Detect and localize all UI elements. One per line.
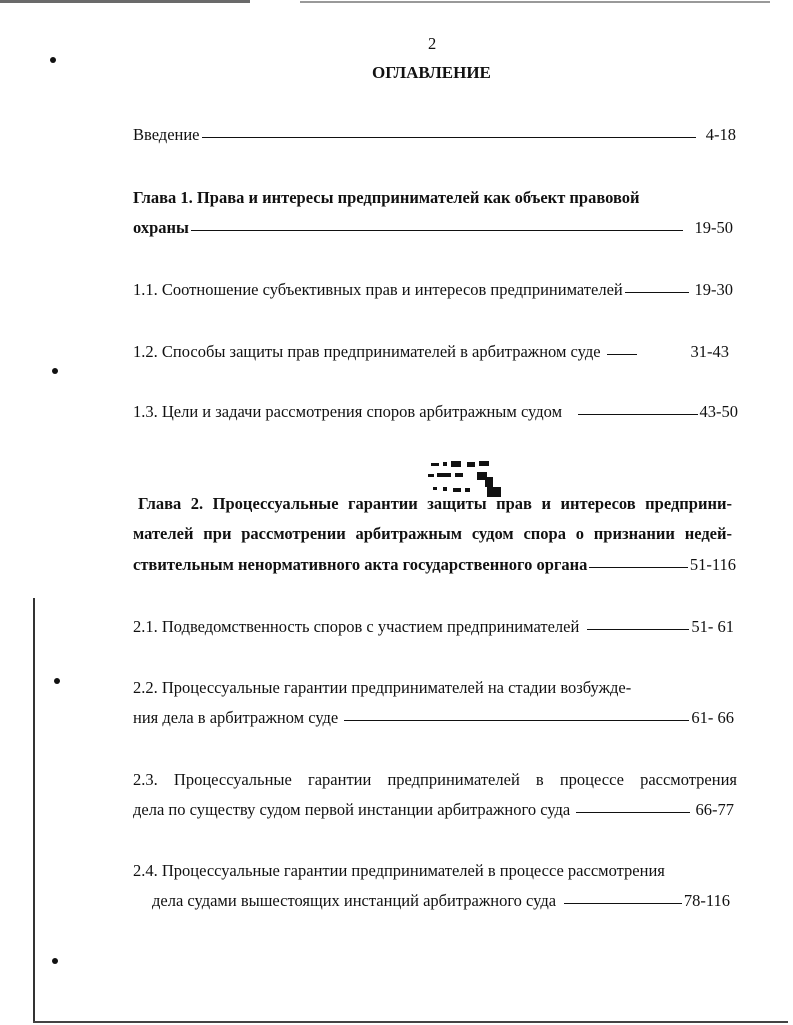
toc-entry-2-2-cont	[133, 708, 734, 728]
toc-entry-pages: 61- 66	[691, 708, 734, 727]
scan-edge-left	[33, 598, 35, 1022]
leader-line	[587, 628, 689, 630]
chapter2-heading-last	[133, 555, 736, 575]
chapter1-heading-cont	[133, 218, 733, 238]
binder-hole-mark	[54, 678, 60, 684]
toc-entry-pages: 19-30	[694, 280, 733, 299]
toc-entry-2-3-cont	[133, 800, 734, 820]
toc-entry-label: 2.1. Подведомственность споров с участием предпринимателей	[133, 617, 580, 636]
leader-line	[625, 291, 689, 293]
toc-entry-label: 1.3. Цели и задачи рассмотрения споров арбитражным судом	[133, 402, 563, 421]
toc-entry-2-4: 2.4. Процессуальные гарантии предпринимателей в процессе рассмотрения	[133, 861, 665, 880]
toc-entry-label: дела судами вышестоящих инстанций арбитражного суда	[152, 891, 557, 910]
toc-entry-label: ствительным ненормативного акта государственного органа	[133, 555, 588, 574]
leader-line	[344, 719, 689, 721]
leader-line	[578, 413, 697, 415]
leader-line	[202, 136, 696, 138]
toc-entry-pages: 4-18	[705, 125, 736, 144]
toc-entry-pages: 19-50	[694, 218, 733, 237]
leader-line	[576, 811, 689, 813]
toc-entry-2-1	[133, 617, 734, 637]
toc-entry-label: дела по существу судом первой инстанции арбитражного суда	[133, 800, 571, 819]
toc-entry-label: ния дела в арбитражном суде	[133, 708, 339, 727]
toc-entry-1-3	[133, 402, 738, 422]
leader-line	[607, 353, 637, 355]
toc-entry-pages: 43-50	[699, 402, 738, 421]
chapter2-heading: Глава 2. Процессуальные гарантии защиты прав и интересов предприни-	[138, 494, 732, 513]
toc-entry-2-3: 2.3. Процессуальные гарантии предпринимателей в процессе рассмотрения	[133, 770, 737, 789]
toc-entry-2-4-cont	[152, 891, 730, 911]
scan-edge-top-right	[300, 1, 770, 3]
toc-entry-label: 1.1. Соотношение субъективных прав и интересов предпринимателей	[133, 280, 623, 299]
chapter1-heading: Глава 1. Права и интересы предпринимателей как объект правовой	[133, 188, 640, 207]
toc-entry-pages: 78-116	[683, 891, 730, 910]
leader-line	[191, 229, 683, 231]
toc-entry-pages: 66-77	[695, 800, 734, 819]
binder-hole-mark	[52, 958, 58, 964]
toc-entry-label: Введение	[133, 125, 200, 144]
toc-entry-pages: 51-116	[689, 555, 736, 574]
toc-entry-1-2	[133, 342, 729, 362]
scan-edge-bottom	[33, 1021, 788, 1023]
toc-entry-label: охраны	[133, 218, 189, 237]
toc-entry-pages: 51- 61	[691, 617, 734, 636]
leader-line	[564, 902, 682, 904]
toc-entry-label: 1.2. Способы защиты прав предпринимателей в арбитражном суде	[133, 342, 601, 361]
toc-entry-1-1	[133, 280, 733, 300]
scan-edge-top	[0, 0, 250, 3]
toc-entry-2-2: 2.2. Процессуальные гарантии предпринимателей на стадии возбужде-	[133, 678, 632, 697]
page-number: 2	[428, 34, 437, 53]
binder-hole-mark	[50, 57, 56, 63]
chapter2-heading-cont: мателей при рассмотрении арбитражным судом спора о признании недей-	[133, 524, 732, 543]
page-title: ОГЛАВЛЕНИЕ	[372, 63, 491, 82]
leader-line	[589, 566, 687, 568]
toc-entry-pages: 31-43	[690, 342, 729, 361]
binder-hole-mark	[52, 368, 58, 374]
toc-entry-intro	[133, 125, 736, 145]
